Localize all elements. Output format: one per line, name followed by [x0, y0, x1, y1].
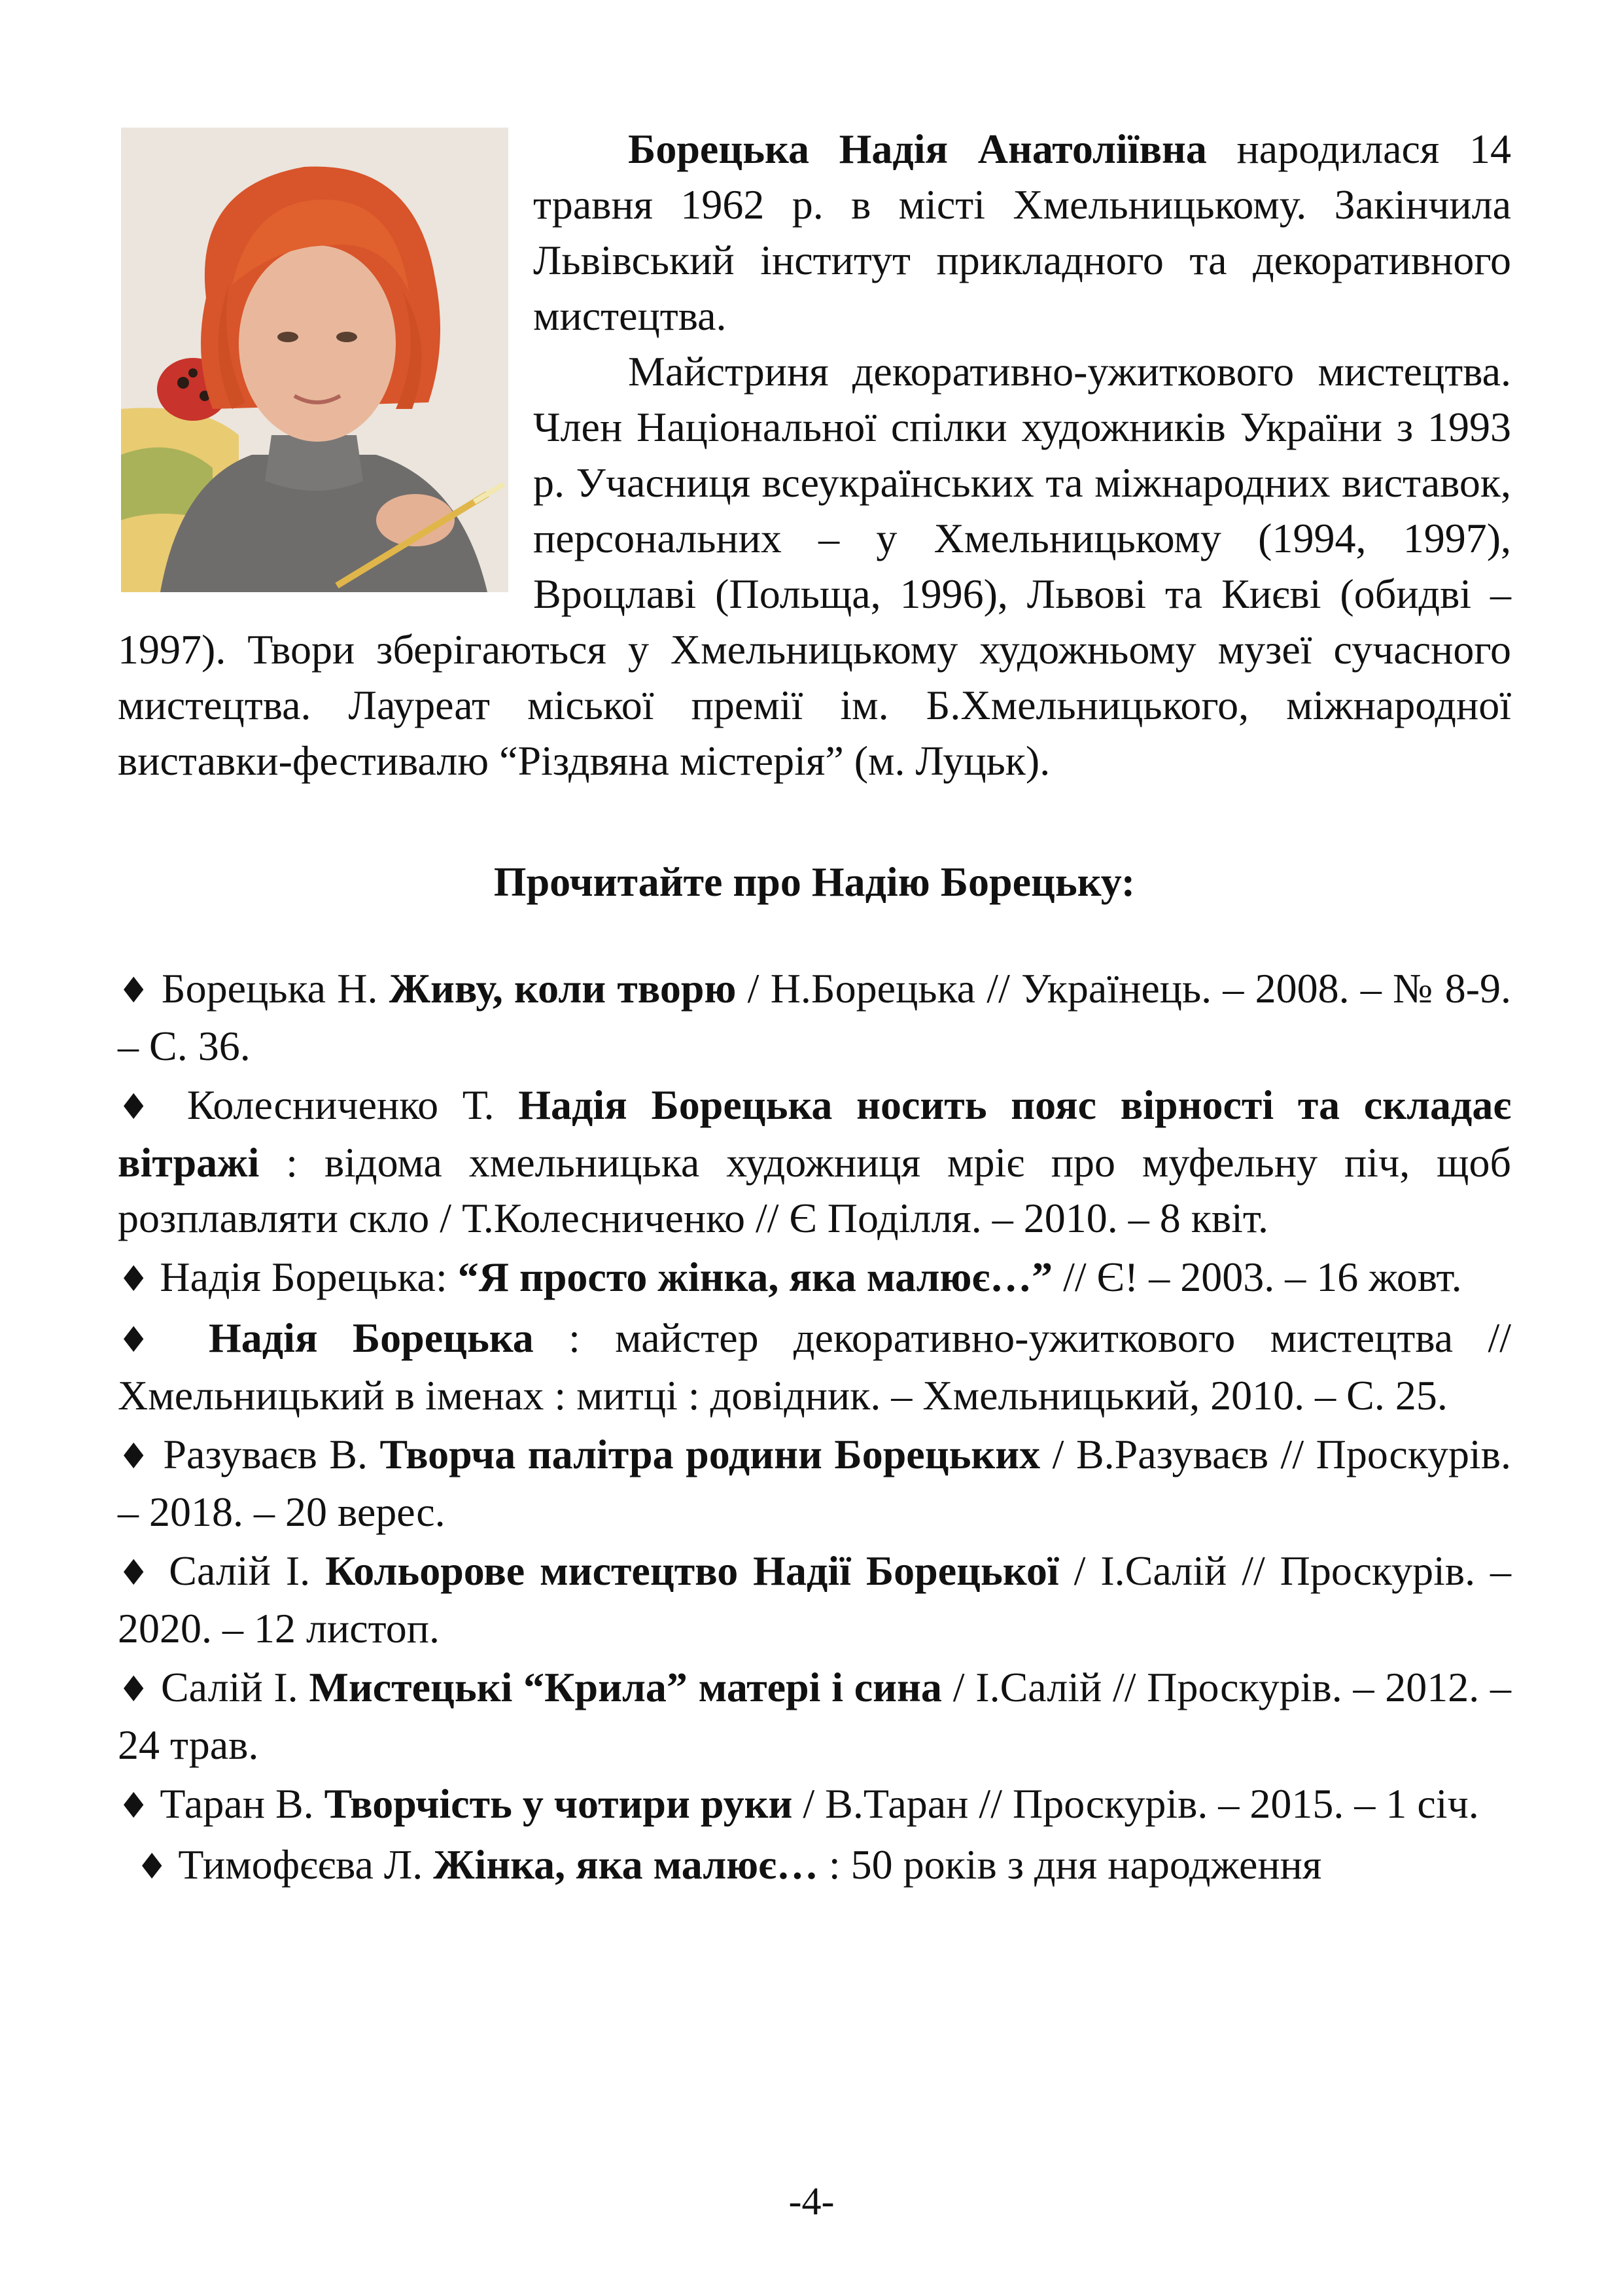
entry-author: Разуваєв В. [163, 1431, 380, 1477]
bullet-diamond-icon: ♦ [118, 970, 150, 1011]
entry-author: Надія Борецька: [160, 1254, 458, 1300]
entry-source: // Є! – 2003. – 16 жовт. [1053, 1254, 1462, 1300]
bio-lead-name: Борецька Надія Анатоліївна [628, 126, 1207, 172]
entry-source: : 50 років з дня народження [818, 1841, 1322, 1888]
bullet-diamond-icon: ♦ [118, 1436, 151, 1477]
entry-source: / Н.Борецька // Українець. – 2008. – № 8-9. – С. 36. [118, 965, 1512, 1069]
bibliography-list [118, 961, 1511, 1894]
bullet-diamond-icon: ♦ [136, 1846, 168, 1887]
bibliography-entry [118, 961, 1511, 1074]
page-number: -4- [788, 2180, 835, 2223]
bio-paragraph-1-text: народилася 14 травня 1962 р. в місті Хмельницькому. Закінчила Львівський інститут прикладного та декоративного мистецтва. [533, 126, 1511, 339]
entry-source: / І.Салій // Проскурів. – 2012. – 24 трав. [118, 1664, 1512, 1768]
bibliography-entry [118, 1837, 1511, 1894]
document-page [118, 121, 1511, 1898]
entry-source: / І.Салій // Проскурів. – 2020. – 12 листоп. [118, 1547, 1512, 1651]
bullet-diamond-icon: ♦ [118, 1319, 174, 1360]
bibliography-entry [118, 1310, 1511, 1423]
entry-author: Салій І. [169, 1547, 326, 1594]
bibliography-entry [118, 1776, 1511, 1833]
bibliography-entry [118, 1249, 1511, 1307]
entry-author: Тимофєєва Л. [178, 1841, 434, 1888]
bullet-diamond-icon: ♦ [118, 1086, 164, 1127]
bullet-diamond-icon: ♦ [118, 1785, 150, 1826]
bibliography-entry [118, 1077, 1511, 1246]
entry-source: / В.Таран // Проскурів. – 2015. – 1 січ. [792, 1780, 1479, 1827]
bullet-diamond-icon: ♦ [118, 1669, 150, 1710]
portrait-photo [121, 128, 508, 592]
bibliography-entry [118, 1659, 1511, 1773]
entry-author: Таран В. [160, 1780, 324, 1827]
entry-source: / В.Разуваєв // Проскурів. – 2018. – 20 верес. [118, 1431, 1512, 1535]
entry-title: “Я просто жінка, яка малює…” [457, 1254, 1053, 1300]
entry-author: Салій І. [160, 1664, 309, 1710]
bibliography-entry [118, 1426, 1511, 1540]
entry-title: Надія Борецька носить пояс вірності та складає вітражі [118, 1082, 1512, 1186]
bio-paragraph-2: Майстриня декоративно-ужиткового мистецтва. Член Національної спілки художників України з 1993 р. Учасниця всеукраїнських та міжнародних виставок, персональних – у Хмельницькому (1994, 1997), Вроцлаві (Польща, 1996), Львові та Києві (обидві – 1997). Твори зберігаються у Хмельницькому художньому музеї сучасного мистецтва. Лауреат міської премії ім. Б.Хмельницького, міжнародної виставки-фестивалю “Різдвяна містерія” (м. Луцьк). [118, 348, 1511, 784]
entry-author: Колесниченко Т. [186, 1082, 519, 1128]
bullet-diamond-icon: ♦ [118, 1258, 150, 1299]
entry-source: : майстер декоративно-ужиткового мистецтва // Хмельницький в іменах : митці : довідник. – Хмельницький, 2010. – С. 25. [118, 1315, 1512, 1419]
bullet-diamond-icon: ♦ [118, 1552, 154, 1593]
entry-title: Творчість у чотири руки [324, 1780, 793, 1827]
bibliography-entry [118, 1543, 1511, 1656]
entry-author: Борецька Н. [161, 965, 389, 1012]
entry-title: Кольорове мистецтво Надії Борецької [325, 1547, 1059, 1594]
reading-list-title: Прочитайте про Надію Борецьку: [493, 858, 1136, 905]
entry-title: Живу, коли творю [389, 965, 737, 1012]
entry-title: Жінка, яка малює… [433, 1841, 818, 1888]
entry-title: Надія Борецька [209, 1315, 534, 1361]
entry-source: : відома хмельницька художниця мріє про муфельну піч, щоб розплавляти скло / Т.Колесниченко // Є Поділля. – 2010. – 8 квіт. [118, 1139, 1511, 1241]
entry-title: Мистецькі “Крила” матері і сина [309, 1664, 942, 1710]
entry-title: Творча палітра родини Борецьких [379, 1431, 1041, 1477]
